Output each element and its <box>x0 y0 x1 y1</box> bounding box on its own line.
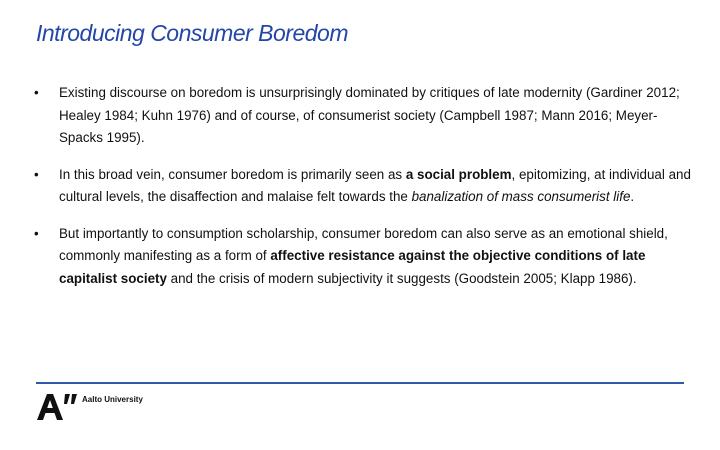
bullet-item <box>34 223 694 291</box>
bullet-text-part: In this broad vein, consumer boredom is primarily seen as <box>59 166 406 182</box>
bullet-text <box>59 167 691 205</box>
bullet-text-part: But importantly to consumption scholarship, consumer boredom can also serve as an emotional shield, commonly manifesting as a form of <box>59 225 668 263</box>
bullet-italic: banalization of mass consumerist life <box>411 189 631 204</box>
bullet-marker: • <box>34 166 39 182</box>
bullet-item <box>34 82 694 150</box>
footer-rule <box>36 382 684 384</box>
bullet-marker: • <box>34 225 39 241</box>
bullet-text <box>59 226 668 286</box>
aalto-logo-icon <box>36 393 78 426</box>
bullet-text-part: . <box>630 189 635 204</box>
bullet-emphasis: affective resistance against the objective conditions of late capitalist society <box>59 248 646 286</box>
slide-title: Introducing Consumer Boredom <box>36 20 348 46</box>
bullet-marker: • <box>34 85 39 100</box>
bullet-text-part: , epitomizing, at individual and cultural levels, the disaffection and malaise felt towards the <box>59 166 691 204</box>
bullet-text: Existing discourse on boredom is unsurprisingly dominated by critiques of late modernity (Gardiner 2012; Healey 1984; Kuhn 1976) and of course, of consumerist society (Campbell 1987; Mann 2016; Meyer-Spacks 1995). <box>59 85 680 145</box>
bullet-text-part: and the crisis of modern subjectivity it suggests (Goodstein 2005; Klapp 1986). <box>166 270 637 286</box>
bullet-item <box>34 164 694 209</box>
bullet-list <box>34 82 694 290</box>
logo-text: Aalto University <box>82 395 143 404</box>
bullet-emphasis: a social problem <box>405 166 512 182</box>
